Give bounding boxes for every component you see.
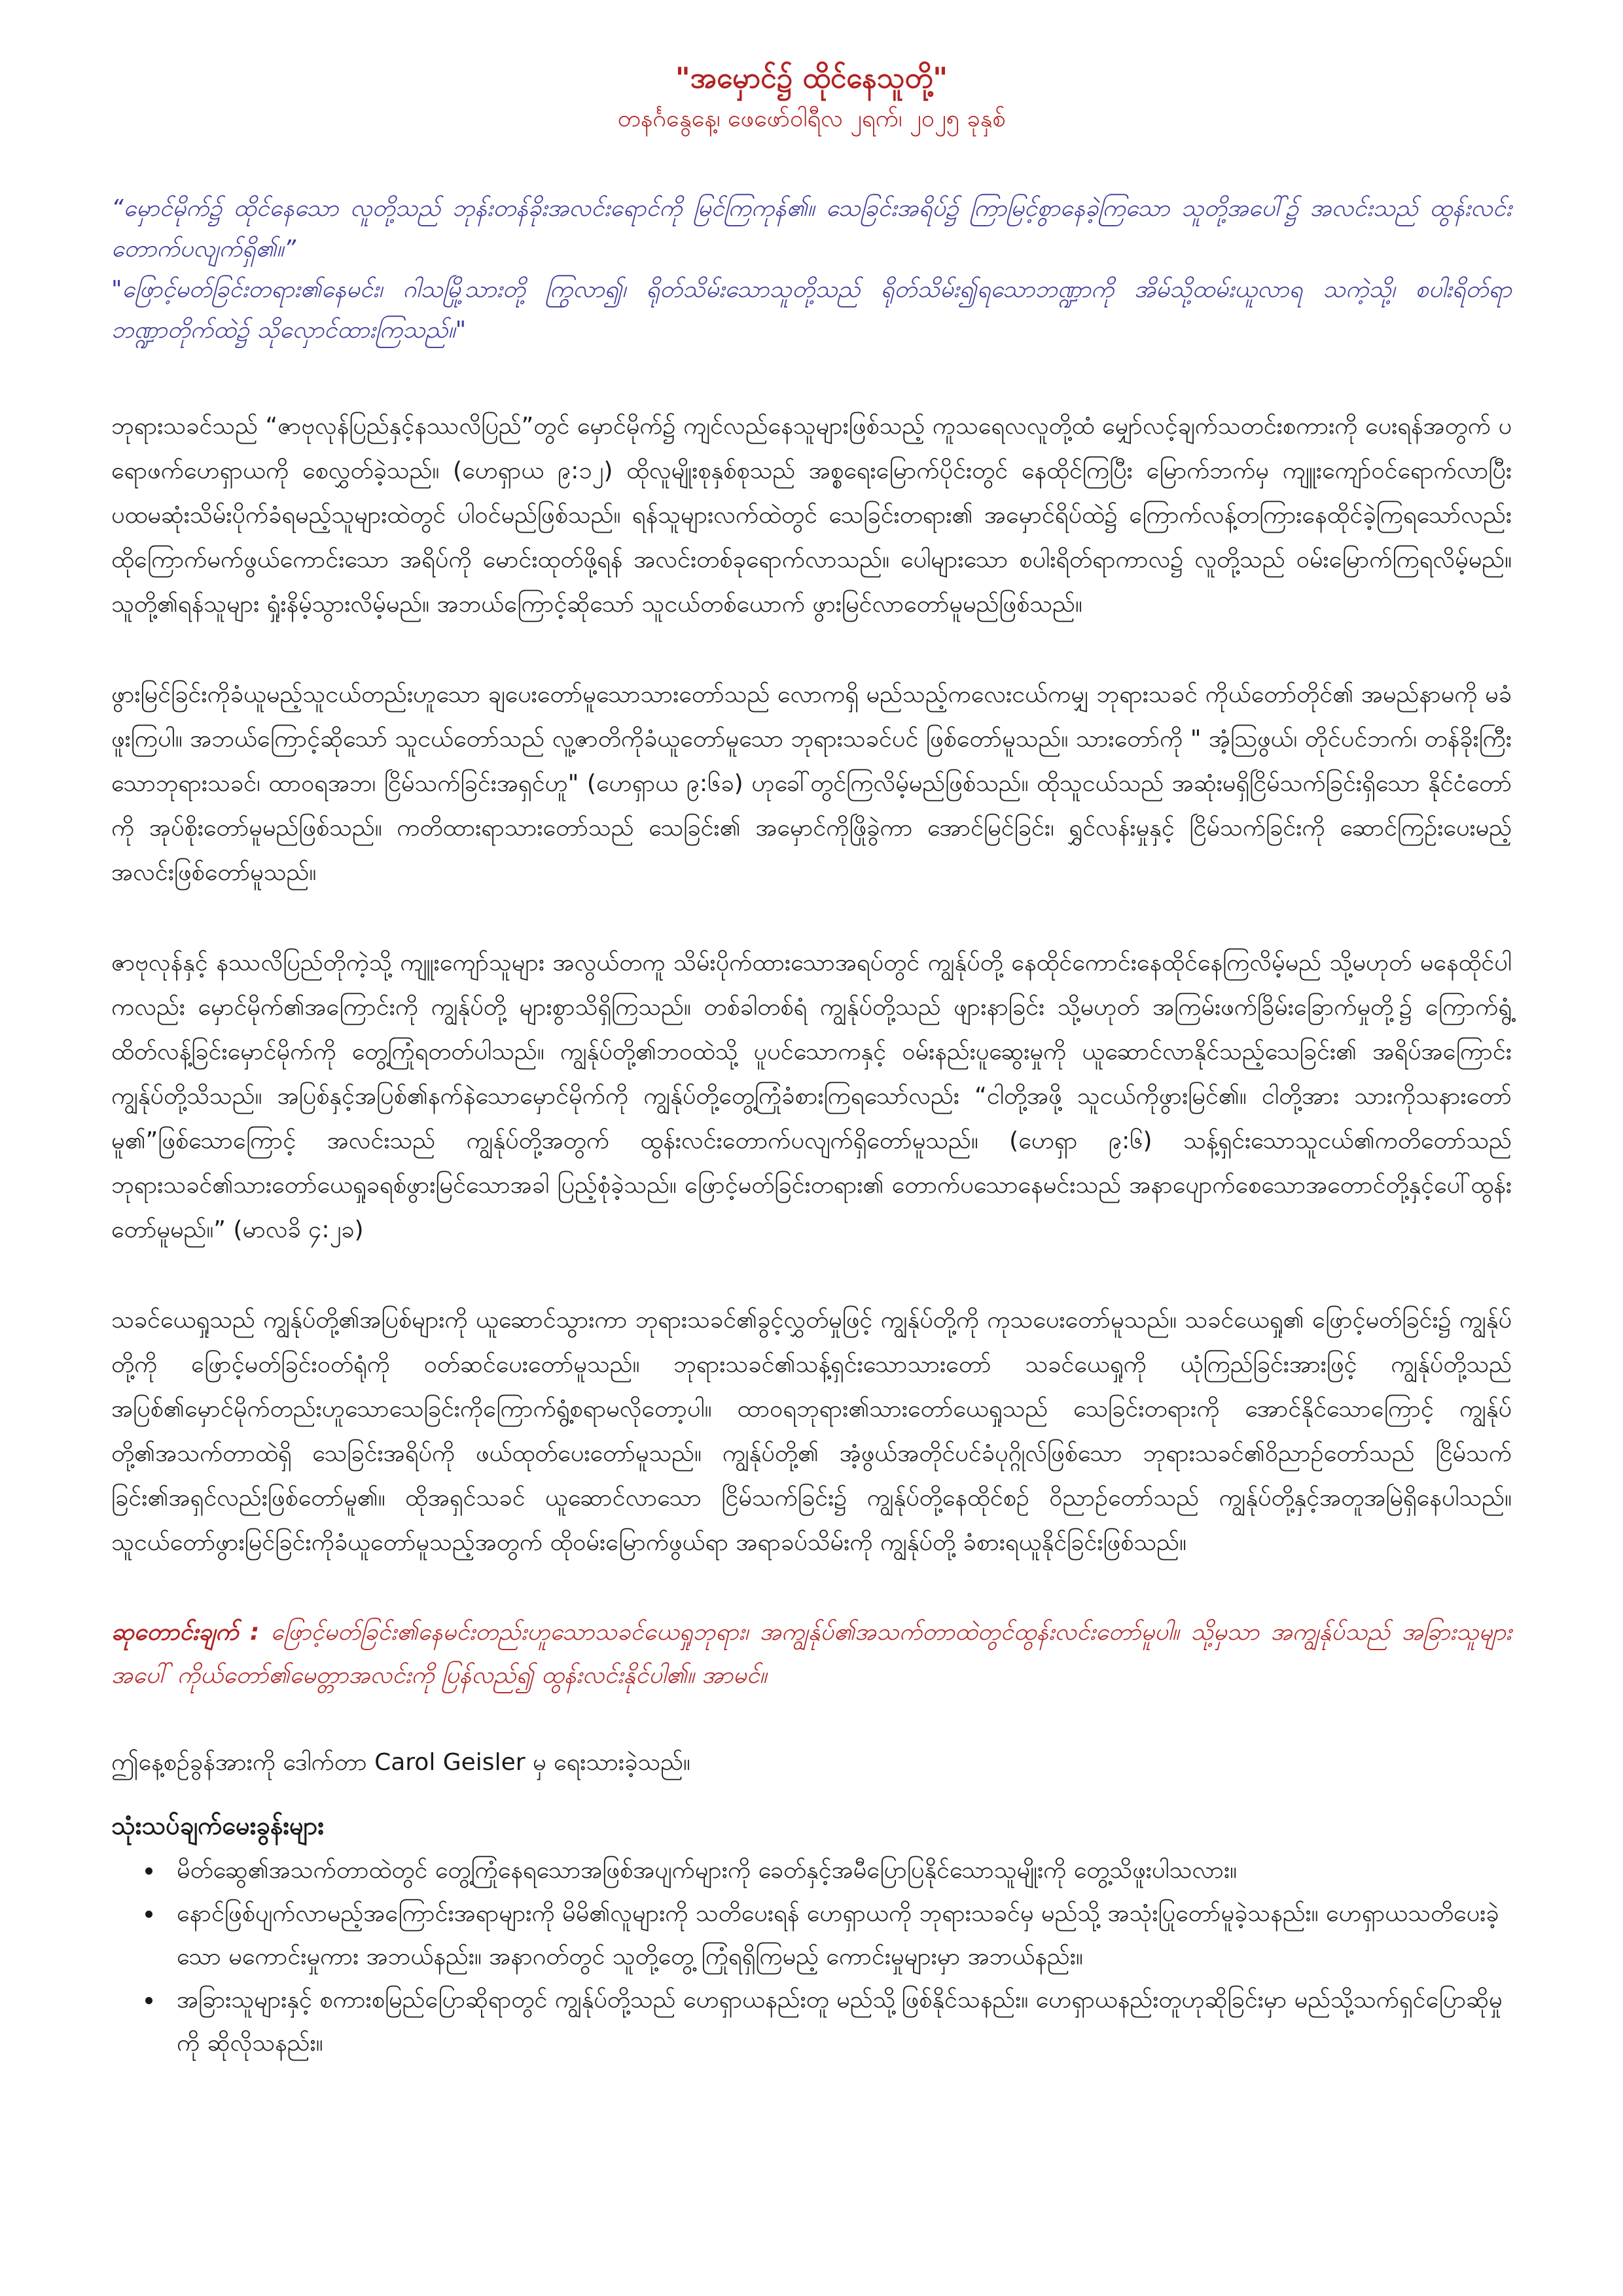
prayer-label: ဆုတောင်းချက် (111, 1619, 239, 1646)
body-paragraph: သခင်ယေရှုသည် ကျွန်ုပ်တို့၏အပြစ်များကို ယူဆောင်သွားကာ ဘုရားသခင်၏ခွင့်လွှတ်မှုဖြင့် ကျွန်ုပ်တို့ကို ကုသပေးတော်မူသည်။ သခင်ယေရှု၏ ဖြောင့်မတ်ခြင်း၌ ကျွန်ုပ်တို့ကို ဖြောင့်မတ်ခြင်းဝတ်ရုံကို ဝတ်ဆင်ပေးတော်မူသည်။ ဘုရားသခင်၏သန့်ရှင်းသောသားတော် သခင်ယေရှုကို ယုံကြည်ခြင်းအားဖြင့် ကျွန်ုပ်တို့သည် အပြစ်၏မှောင်မိုက်တည်းဟူသောသေခြင်းကိုကြောက်ရွံ့စရာမလိုတော့ပါ။ ထာဝရဘုရား၏သားတော်ယေရှုသည် သေခြင်းတရားကို အောင်နိုင်သောကြောင့် ကျွန်ုပ်တို့၏အသက်တာထဲရှိ သေခြင်းအရိပ်ကို ဖယ်ထုတ်ပေးတော်မူသည်။ ကျွန်ုပ်တို့၏ အံ့ဖွယ်အတိုင်ပင်ခံပုဂ္ဂိုလ်ဖြစ်သော ဘုရားသခင်၏ဝိညာဉ်တော်သည် ငြိမ်သက်ခြင်း၏အရှင်လည်းဖြစ်တော်မူ၏။ ထိုအရှင်သခင် ယူဆောင်လာသော ငြိမ်သက်ခြင်း၌ ကျွန်ုပ်တို့နေထိုင်စဉ် ဝိညာဉ်တော်သည် ကျွန်ုပ်တို့နှင့်အတူအမြဲရှိနေပါသည်။ သူငယ်တော်ဖွားမြင်ခြင်းကိုခံယူတော်မူသည့်အတွက် ထိုဝမ်းမြောက်ဖွယ်ရာ အရာခပ်သိမ်းကို ကျွန်ုပ်တို့ ခံစားရယူနိုင်ခြင်းဖြစ်သည်။ (111, 1307, 1512, 1556)
prayer-separator: : (249, 1619, 260, 1646)
list-item: • နောင်ဖြစ်ပျက်လာမည့်အကြောင်းအရာများကို မိမိ၏လူများကို သတိပေးရန် ဟေရှာယကို ဘုရားသခင်မှ မည်သို့ အသုံးပြုတော်မူခဲ့သနည်း။ ဟေရှာယသတိပေးခဲ့သော မကောင်းမှုကား အဘယ်နည်း။ အနာဂတ်တွင် သူတို့တွေ့ ကြုံရရှိကြမည့် ကောင်းမှုများမှာ အဘယ်နည်း။ (164, 1892, 1512, 1979)
list-item: • မိတ်ဆွေ၏အသက်တာထဲတွင် တွေ့ကြုံနေရသောအဖြစ်အပျက်များကို ခေတ်နှင့်အမီပြောပြနိုင်သောသူမျိုးကို တွေ့သိဖူးပါသလား။ (164, 1849, 1512, 1892)
page-title: "အမှောင်၌ ထိုင်နေသူတို့" (675, 62, 948, 95)
questions-heading: သုံးသပ်ချက်မေးခွန်းများ (111, 1811, 325, 1840)
prayer-text: ဖြောင့်မတ်ခြင်း၏နေမင်းတည်းဟူသောသခင်ယေရှုဘုရား၊ အကျွန်ုပ်၏အသက်တာထဲတွင်ထွန်းလင်းတော်မူပါ။ သို့မှသာ အကျွန်ုပ်သည် အခြားသူများအပေါ် ကိုယ်တော်၏မေတ္တာအလင်းကို ပြန်လည်၍ ထွန်းလင်းနိုင်ပါ၏။ အာမင်။ (111, 1619, 1512, 1689)
body-paragraph: ဖွားမြင်ခြင်းကိုခံယူမည့်သူငယ်တည်းဟူသော ချပေးတော်မူသောသားတော်သည် လောကရှိ မည်သည့်ကလေးငယ်ကမျှ ဘုရားသခင် ကိုယ်တော်တိုင်၏ အမည်နာမကို မခံဖူးကြပါ။ အဘယ်ကြောင့်ဆိုသော် သူငယ်တော်သည် လူ့ဇာတိကိုခံယူတော်မူသော ဘုရားသခင်ပင် ဖြစ်တော်မူသည်။ သားတော်ကို " အံ့ဩဖွယ်၊ တိုင်ပင်ဘက်၊ တန်ခိုးကြီးသောဘုရားသခင်၊ ထာဝရအဘ၊ ငြိမ်သက်ခြင်းအရှင်ဟူ" (ဟေရှာယ ၉:၆ခ) ဟုခေါ်တွင်ကြလိမ့်မည်ဖြစ်သည်။ ထိုသူငယ်သည် အဆုံးမရှိငြိမ်သက်ခြင်းရှိသော နိုင်ငံတော်ကို အုပ်စိုးတော်မူမည်ဖြစ်သည်။ ကတိထားရာသားတော်သည် သေခြင်း၏ အမှောင်ကိုဖြိုခွဲကာ အောင်မြင်ခြင်း၊ ရွှင်လန်းမှုနှင့် ငြိမ်သက်ခြင်းကို ဆောင်ကြဉ်းပေးမည့် အလင်းဖြစ်တော်မူသည်။ (111, 681, 1512, 886)
body-paragraph: ဘုရားသခင်သည် “ဇာဗုလုန်ပြည်နှင့်နဿလိပြည်”တွင် မှောင်မိုက်၌ ကျင်လည်နေသူများဖြစ်သည့် ကူသရေလလူတို့ထံ မျှော်လင့်ချက်သတင်းစကားကို ပေးရန်အတွက် ပရောဖက်ဟေရှာယကို စေလွှတ်ခဲ့သည်။ (ဟေရှာယ ၉:၁၂) ထိုလူမျိုးစုနှစ်စုသည် အစ္စရေးမြောက်ပိုင်းတွင် နေထိုင်ကြပြီး မြောက်ဘက်မှ ကျူးကျော်ဝင်ရောက်လာပြီး ပထမဆုံးသိမ်းပိုက်ခံရမည့်သူများထဲတွင် ပါဝင်မည်ဖြစ်သည်။ ရန်သူများလက်ထဲတွင် သေခြင်းတရား၏ အမှောင်ရိပ်ထဲ၌ ကြောက်လန့်တကြားနေထိုင်ခဲ့ကြရသော်လည်း ထိုကြောက်မက်ဖွယ်ကောင်းသော အရိပ်ကို မောင်းထုတ်ဖို့ရန် အလင်းတစ်ခုရောက်လာသည်။ ပေါများသော စပါးရိတ်ရာကာလ၌ လူတို့သည် ဝမ်းမြောက်ကြရလိမ့်မည်။ သူတို့၏ရန်သူများ ရှုံးနိမ့်သွားလိမ့်မည်။ အဘယ်ကြောင့်ဆိုသော် သူငယ်တစ်ယောက် ဖွားမြင်လာတော်မူမည်ဖြစ်သည်။ (111, 413, 1512, 618)
scripture-verse: “မှောင်မိုက်၌ ထိုင်နေသော လူတို့သည် ဘုန်းတန်ခိုးအလင်းရောင်ကို မြင်ကြကုန်၏။ သေခြင်းအရိပ်၌ ကြာမြင့်စွာနေခဲ့ကြသော သူတို့အပေါ်၌ အလင်းသည် ထွန်းလင်းတောက်ပလျက်ရှိ၏။” (111, 195, 1512, 262)
scripture-verse: "ဖြောင့်မတ်ခြင်းတရား၏နေမင်း၊ ဂါသမြို့သားတို့ ကြွလာ၍၊ ရိုတ်သိမ်းသောသူတို့သည် ရိုတ်သိမ်း၍ရသောဘဏ္ဍာကို အိမ်သို့ထမ်းယူလာရ သကဲ့သို့၊ စပါးရိတ်ရာ ဘဏ္ဍာတိုက်ထဲ၌ သိုလှောင်ထားကြသည်။" (111, 276, 1512, 344)
scripture-verses (111, 188, 1512, 351)
prayer-section (111, 1611, 1512, 1697)
page-date: တနင်္ဂနွေနေ့၊ ဖေဖော်ဝါရီလ ၂ရက်၊ ၂၀၂၅ ခုနှစ် (617, 105, 1006, 132)
body-paragraph: ဇာဗုလုန်နှင့် နဿလိပြည်တိုကဲ့သို့ ကျူးကျော်သူများ အလွယ်တကူ သိမ်းပိုက်ထားသောအရပ်တွင် ကျွန်ုပ်တို့ နေထိုင်ကောင်းနေထိုင်နေကြလိမ့်မည် သို့မဟုတ် မနေထိုင်ပါကလည်း မှောင်မိုက်၏အကြောင်းကို ကျွန်ုပ်တို့ များစွာသိရှိကြသည်။ တစ်ခါတစ်ရံ ကျွန်ုပ်တို့သည် ဖျားနာခြင်း သို့မဟုတ် အကြမ်းဖက်ခြိမ်းခြောက်မှုတို့၌ ကြောက်ရွံ့ထိတ်လန့်ခြင်းမှောင်မိုက်ကို တွေ့ကြုံရတတ်ပါသည်။ ကျွန်ုပ်တို့၏ဘဝထဲသို့ ပူပင်သောကနှင့် ဝမ်းနည်းပူဆွေးမှုကို ယူဆောင်လာနိုင်သည့်သေခြင်း၏ အရိပ်အကြောင်း ကျွန်ုပ်တို့သိသည်။ အပြစ်နှင့်အပြစ်၏နက်နဲသောမှောင်မိုက်ကို ကျွန်ုပ်တို့တွေ့ကြုံခံစားကြရသော်လည်း “ငါတို့အဖို့ သူငယ်ကိုဖွားမြင်၏။ ငါတို့အား သားကိုသနားတော်မူ၏”ဖြစ်သောကြောင့် အလင်းသည် ကျွန်ုပ်တို့အတွက် ထွန်းလင်းတောက်ပလျက်ရှိတော်မူသည်။ (ဟေရှာ ၉:၆) သန့်ရှင်းသောသူငယ်၏ကတိတော်သည် ဘုရားသခင်၏သားတော်ယေရှုခရစ်ဖွားမြင်သောအခါ ပြည့်စုံခဲ့သည်။ ဖြောင့်မတ်ခြင်းတရား၏ တောက်ပသောနေမင်းသည် အနာပျောက်စေသောအတောင်တို့နှင့်ပေါ်ထွန်းတော်မူမည်။” (မာလခိ ၄:၂ခ) (111, 949, 1512, 1243)
author-line: ဤနေ့စဉ်ခွန်အားကို ဒေါက်တာ Carol Geisler မှ ရေးသားခဲ့သည်။ (111, 1749, 690, 1776)
questions-list (111, 1849, 1512, 2065)
list-item: • အခြားသူများနှင့် စကားစမြည်ပြောဆိုရာတွင် ကျွန်ုပ်တို့သည် ဟေရှာယနည်းတူ မည်သို့ဖြစ်နိုင်သနည်း။ ဟေရှာယနည်းတူဟုဆိုခြင်းမှာ မည်သို့သက်ရှင်ပြောဆိုမှုကို ဆိုလိုသနည်း။ (164, 1979, 1512, 2065)
